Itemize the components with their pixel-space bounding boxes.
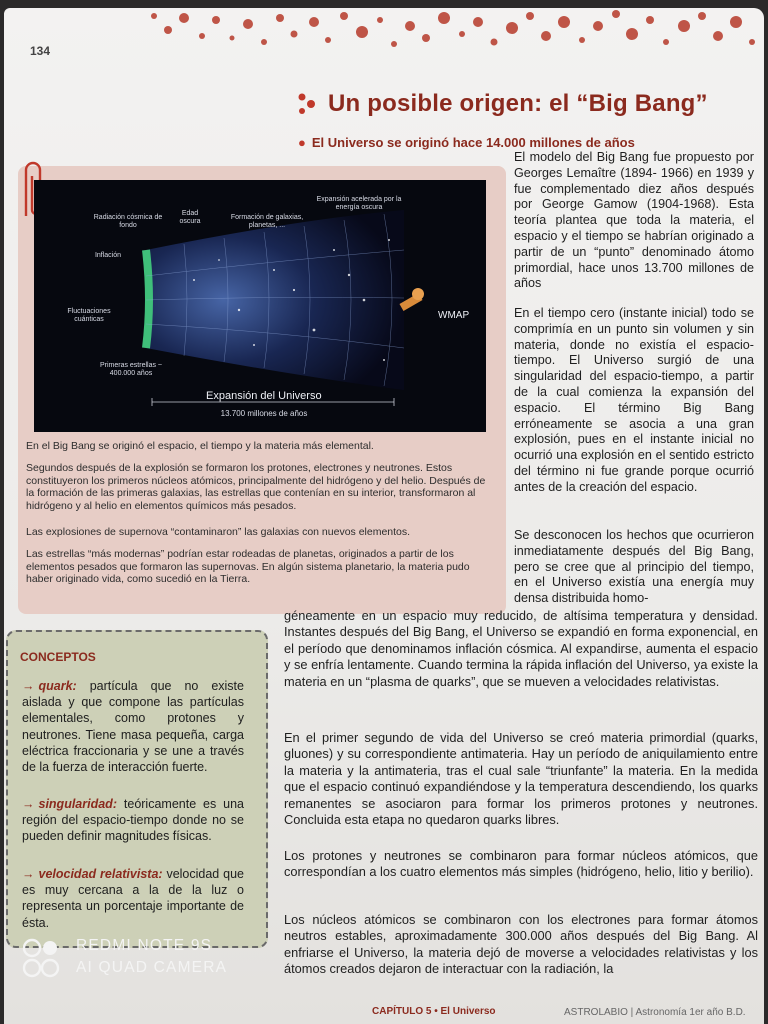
label-primeras-estrellas: Primeras estrellas ~ 400.000 años <box>99 362 163 377</box>
figure-caption-1: En el Big Bang se originó el espacio, el tiempo y la materia más elemental. <box>26 440 374 452</box>
decorative-dots <box>144 8 764 60</box>
conceptos-box <box>6 630 268 948</box>
paragraph-2: En el tiempo cero (instante inicial) todo se comprimía en un punto sin volumen y sin materia, donde no existía el espacio-tiempo. El Universo surgió de una singularidad del espacio-tiempo, a partir de la cual comienza la expansión del espacio. El término Big Bang erróneamente se asocia a una gran explosión, pues en el instante inicial no ocurrió una explosión en el sentido estricto del término ni fue grande porque ocurrió antes de la creación del espacio. <box>514 306 754 494</box>
page-subtitle <box>298 135 635 150</box>
concept-text: velocidad que es muy cercana a la de la luz o representa un porcentaje importante de ésta. <box>22 867 244 930</box>
paragraph-5: Los protones y neutrones se combinaron para formar núcleos atómicos, que correspondían a los cuatro elementos más simples (hidrógeno, helio, litio y berilio). <box>284 848 758 880</box>
paragraph-3b: géneamente en un espacio muy reducido, de altísima temperatura y densidad. Instantes después del Big Bang, el Universo se expandió en forma exponencial, en el período que denominamos inflación cósmica. Al expandirse, aumenta el espacio y se enfría lentamente. Cuando termina la rápida inflación del Universo, ya existe la materia en un “plasma de quarks”, que se mueven a velocidades relativistas. <box>284 608 758 689</box>
camera-watermark-icon <box>22 938 62 978</box>
subtitle-text: El Universo se originó hace 14.000 millones de años <box>311 135 635 150</box>
label-fluctuaciones: Fluctuaciones cuánticas <box>67 308 111 323</box>
paragraph-6: Los núcleos atómicos se combinaron con los electrones para formar átomos neutros estables, aproximadamente 300.000 años después del Big Bang. Al enfriarse el Universo, la materia dejó de moverse a velocidades relativistas y los átomos creados dejaron de interactuar con la radiación, la <box>284 912 758 977</box>
concept-term: velocidad relativista: <box>38 867 163 881</box>
concept-quark <box>22 678 244 775</box>
label-radiacion: Radiación cósmica de fondo <box>93 214 163 229</box>
label-inflacion: Inflación <box>94 252 122 259</box>
concept-term: singularidad: <box>38 797 117 811</box>
figure-caption-2: Segundos después de la explosión se formaron los protones, electrones y neutrones. Estos constituyeron los primeros núcleos atómicos, principalmente del hidrógeno y del helio. Después de la formación de las primeras galaxias, las estrellas que contenían en su interior, transformaron al hidrógeno y al helio en elementos químicos más pesados. <box>26 462 486 512</box>
label-wmap: WMAP <box>438 310 470 321</box>
paragraph-3a: Se desconocen los hechos que ocurrieron inmediatamente después del Big Bang, pero se cree que al principio del tiempo, en el Universo existía una energía muy densa distribuida homo- <box>514 528 754 606</box>
paragraph-1: El modelo del Big Bang fue propuesto por Georges Lemaître (1894- 1966) en 1939 y fue complementado diez años después por George Gamow (1904-1968). Esta teoría plantea que toda la materia, el espacio y el tiempo se habrían originado a partir de un “punto” denominado átomo primordial, hace unos 13.700 millones de años <box>514 150 754 291</box>
footer-chapter: CAPÍTULO 5 • El Universo <box>372 1006 496 1017</box>
bullet-icon: ● <box>298 135 306 150</box>
arrow-icon: → <box>22 797 35 811</box>
book-page <box>4 8 764 1024</box>
label-expansion-acelerada: Expansión acelerada por la energía oscura <box>316 196 402 211</box>
big-bang-figure <box>34 180 486 432</box>
label-edad-oscura: Edad oscura <box>179 210 201 225</box>
paragraph-4: En el primer segundo de vida del Universo se creó materia primordial (quarks, gluones) y su correspondiente antimateria. Hay un período de aniquilamiento entre la materia y la antimateria, tras el cual sale “triunfante” la materia. En la medida que el espacio continuó expandiéndose y la temperatura descendiendo, los quarks remanentes se asociaron para formar los primeros protones y neutrones. Concluida esta etapa no quedaron quarks libres. <box>284 730 758 828</box>
concept-text: partícula que no existe aislada y que compone las partículas elementales, como protones y neutrones. Tiene masa pequeña, carga eléctrica fraccionaria y se une a través de la fuerza de interacción fuerte. <box>22 679 244 775</box>
watermark-line-2: AI QUAD CAMERA <box>76 959 228 976</box>
label-formacion: Formación de galaxias, planetas, ... <box>230 214 304 229</box>
concept-text: teóricamente es una región del espacio-tiempo donde no se pueden definir magnitudes físicas. <box>22 797 244 844</box>
camera-watermark <box>76 935 227 979</box>
page-number: 134 <box>30 44 51 58</box>
arrow-icon: → <box>22 867 35 881</box>
title-bullet-icon <box>296 92 322 116</box>
conceptos-title: CONCEPTOS <box>20 650 96 664</box>
concept-singularidad <box>22 796 244 845</box>
label-years: 13.700 millones de años <box>220 409 308 418</box>
concept-velocidad <box>22 866 244 931</box>
page-title: Un posible origen: el “Big Bang” <box>328 90 708 117</box>
concept-term: quark: <box>38 679 77 693</box>
watermark-line-1: REDMI NOTE 9S <box>76 937 213 954</box>
footer-book: ASTROLABIO | Astronomía 1er año B.D. <box>564 1007 746 1018</box>
label-expansion-universo: Expansión del Universo <box>206 390 322 402</box>
arrow-icon: → <box>22 679 35 693</box>
figure-caption-4: Las estrellas “más modernas” podrían estar rodeadas de planetas, originados a partir de los elementos pesados que formaron las supernovas. En algún sistema planetario, la materia pudo haber originado vida, como sucedió en la Tierra. <box>26 548 470 586</box>
figure-caption-3: Las explosiones de supernova “contaminaron” las galaxias con nuevos elementos. <box>26 526 411 538</box>
